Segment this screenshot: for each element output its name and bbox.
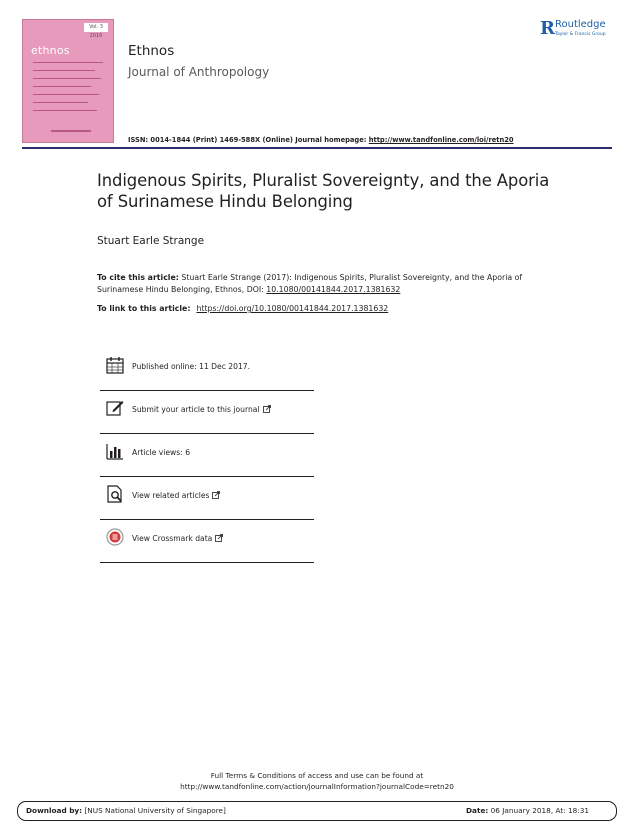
citation-text: Stuart Earle Strange (2017): Indigenous Spirits, Pluralist Sovereignty, and the Aporia of Surinamese Hindu Belonging, Ethnos, DOI: [97, 273, 523, 294]
cover-footer-rule [51, 130, 91, 132]
edit-icon [106, 399, 124, 417]
publisher-tagline: Taylor & Francis Group [555, 32, 606, 37]
published-row [100, 348, 314, 391]
date-value: 06 January 2018, At: 18:31 [488, 806, 589, 815]
crossmark-link[interactable] [132, 534, 223, 543]
crossmark-label: View Crossmark data [132, 534, 213, 543]
cover-rule [33, 78, 101, 79]
bar-chart-icon [106, 442, 124, 460]
journal-cover-thumbnail [22, 19, 114, 143]
external-link-icon [263, 405, 271, 413]
article-doi-url[interactable]: https://doi.org/10.1080/00141844.2017.1381632 [196, 304, 389, 313]
journal-subtitle: Journal of Anthropology [128, 65, 270, 79]
calendar-icon [106, 356, 124, 374]
submit-article-row[interactable] [100, 391, 314, 434]
cover-journal-word: ethnos [31, 44, 70, 57]
submit-article-label: Submit your article to this journal [132, 405, 260, 414]
related-articles-label: View related articles [132, 491, 210, 500]
download-value: [NUS National University of Singapore] [82, 806, 226, 815]
download-info-box [17, 801, 617, 821]
crossmark-icon [106, 528, 124, 546]
download-date [466, 806, 589, 815]
download-label: Download by: [26, 806, 83, 815]
related-articles-link[interactable] [132, 491, 220, 500]
header-divider [22, 147, 612, 149]
cover-rule [33, 110, 97, 111]
cover-rule [33, 86, 91, 87]
external-link-icon [215, 534, 223, 542]
terms-notice [0, 770, 634, 792]
date-label: Date: [466, 806, 489, 815]
article-views-count: Article views: 6 [132, 448, 191, 457]
cover-volume-label: Vol. 3 2016 [84, 23, 108, 32]
citation-label: To cite this article: [97, 273, 179, 282]
routledge-logo [540, 19, 616, 41]
citation-doi-link[interactable]: 10.1080/00141844.2017.1381632 [266, 285, 401, 294]
cover-rule [33, 70, 95, 71]
related-articles-row[interactable] [100, 477, 314, 520]
terms-line: Full Terms & Conditions of access and use can be found at [210, 771, 424, 780]
article-views-row [100, 434, 314, 477]
citation-block [97, 272, 547, 296]
link-label: To link to this article: [97, 304, 191, 313]
crossmark-row[interactable] [100, 520, 314, 563]
cover-rule [33, 94, 99, 95]
issn-text: ISSN: 0014-1844 (Print) 1469-588X (Online) Journal homepage: [128, 136, 369, 144]
article-author: Stuart Earle Strange [97, 235, 205, 247]
cover-rule [33, 62, 103, 63]
journal-name: Ethnos [128, 43, 175, 59]
journal-homepage-link[interactable]: http://www.tandfonline.com/loi/retn20 [368, 136, 514, 144]
routledge-mark-icon: R [540, 18, 555, 39]
download-by [26, 806, 226, 815]
terms-url[interactable]: http://www.tandfonline.com/action/journalInformation?journalCode=retn20 [180, 782, 454, 791]
publisher-name: Routledge [555, 19, 606, 30]
published-date: Published online: 11 Dec 2017. [132, 362, 251, 371]
article-link-line [97, 304, 388, 313]
submit-article-link[interactable] [132, 405, 271, 414]
article-title: Indigenous Spirits, Pluralist Sovereignty, and the Aporia of Surinamese Hindu Belonging [97, 171, 550, 211]
external-link-icon [212, 491, 220, 499]
related-articles-icon [106, 485, 124, 503]
issn-line [128, 136, 514, 144]
cover-rule [33, 102, 88, 103]
